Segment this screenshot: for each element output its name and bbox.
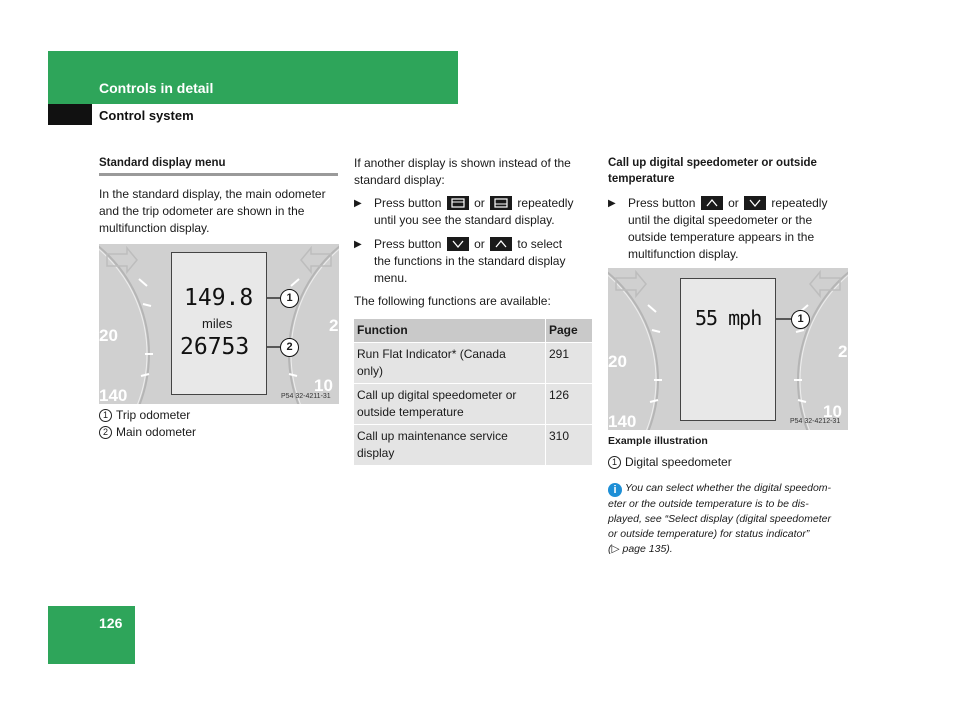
header-black-tab [48,104,92,125]
bullet-arrow-icon: ▶ [354,198,362,209]
menu-back-button-icon [447,196,469,210]
gauge-label-right-bottom: 10 [314,376,333,395]
menu-forward-button-icon [490,196,512,210]
column-header-function: Function [354,319,546,343]
instruction-step: ▶ Press button or repeatedly until you see the standard display. [354,196,574,227]
arrow-up-button-icon [490,237,512,251]
page-cell: 291 [546,343,593,384]
callout-1: 1 [280,289,299,308]
bullet-arrow-icon: ▶ [354,239,362,250]
instruction-step: ▶ Press button or to select the functions in the standard display menu. [354,237,566,285]
instruction-step: ▶ Press button or repeatedly until the digital speedometer or the outside temperature appears in the multifunction display. [608,196,828,261]
page-cell: 126 [546,384,593,425]
info-icon: i [608,483,622,497]
header-band [48,51,458,104]
table-header-row [354,319,593,343]
subsection-title: Control system [99,108,194,123]
callout-1: 1 [791,310,810,329]
callout-2: 2 [280,338,299,357]
bullet-arrow-icon: ▶ [608,198,616,209]
legend-item: 1 Digital speedometer [608,454,732,471]
functions-available-text: The following functions are available: [354,294,551,308]
gauge-label-left-bottom: 140 [608,412,637,430]
legend-item: 2 Main odometer [99,424,196,441]
gauge-label-left-top: 20 [608,352,627,371]
digital-speedometer-heading: Call up digital speedometer or outside temperature [608,157,817,185]
legend-item: 1 Trip odometer [99,407,190,424]
page-cell: 310 [546,425,593,466]
page-number: 126 [99,615,123,631]
odometer-unit: miles [202,316,233,331]
table-row [354,425,593,466]
function-cell: Call up digital speedometer or outside temperature [354,384,546,425]
standard-display-heading: Standard display menu [99,157,226,169]
function-cell: Call up maintenance service display [354,425,546,466]
speedometer-illustration [608,268,848,430]
main-odometer-value: 26753 [180,334,250,360]
digital-speed-value: 55 mph [695,306,762,330]
function-cell: Run Flat Indicator* (Canada only) [354,343,546,384]
info-note: i You can select whether the digital speedom- eter or the outside temperature is to be dis- played, see “Select display (digital speedometer or outside temperature) for status indicator” (▷ page 135). [608,482,832,555]
illustration-caption: Example illustration [608,435,708,447]
standard-display-intro: In the standard display, the main odometer and the trip odometer are shown in the multifunction display. [99,187,326,235]
illustration-code: P54 32-4211-31 [281,393,331,400]
trip-odometer-value: 149.8 [184,285,254,311]
gauge-label-left-bottom: 140 [99,386,128,404]
table-row [354,343,593,384]
table-row [354,384,593,425]
illustration-code: P54 32-4212-31 [790,418,841,425]
arrow-down-button-icon [447,237,469,251]
arrow-down-button-icon [744,196,766,210]
multifunction-display [171,252,267,395]
other-display-intro: If another display is shown instead of the standard display: [354,156,571,187]
arrow-up-button-icon [701,196,723,210]
column-header-page: Page [546,319,593,343]
gauge-label-left-top: 20 [99,326,118,345]
gauge-label-right-top: 2 [329,316,339,335]
gauge-label-right-bottom: 10 [823,402,842,421]
section-title: Controls in detail [99,80,214,96]
odometer-illustration [99,244,339,404]
functions-table [353,318,593,466]
multifunction-display [680,278,776,421]
heading-rule [99,173,338,176]
gauge-label-right-top: 2 [838,342,848,361]
